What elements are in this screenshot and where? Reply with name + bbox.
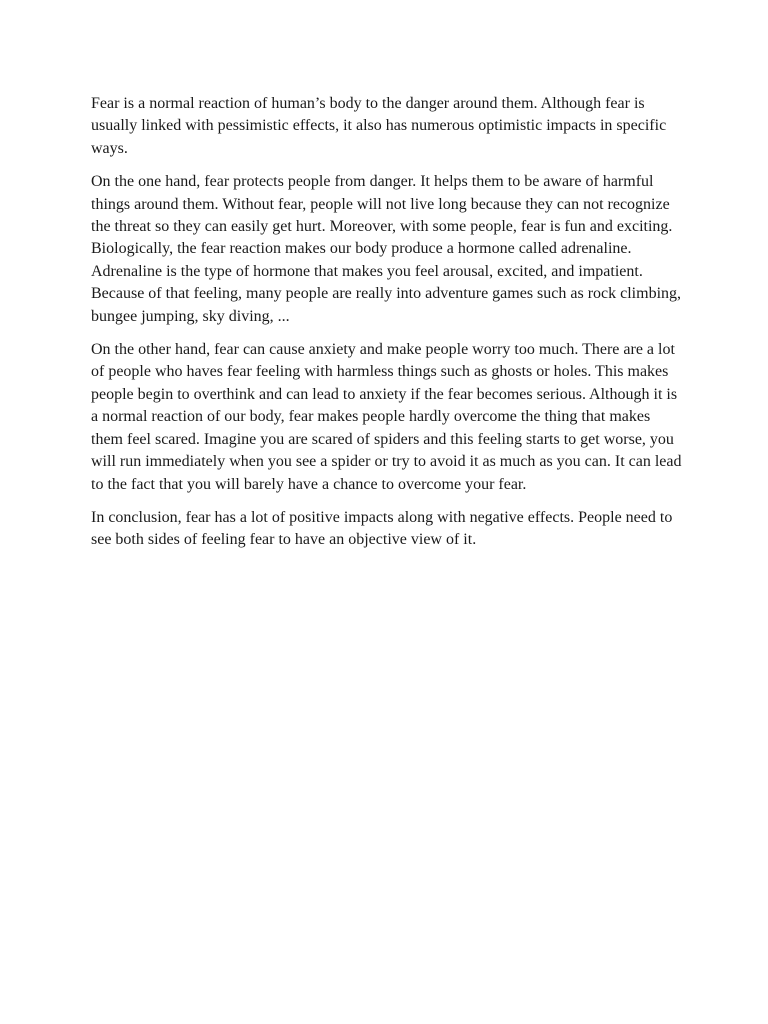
paragraph-conclusion: In conclusion, fear has a lot of positive impacts along with negative effects. People need to see both sides of feeling fear to have an objective view of it. xyxy=(91,508,673,549)
document-body xyxy=(91,93,684,563)
paragraph-negative-effects: On the other hand, fear can cause anxiety and make people worry too much. There are a lot of people who haves fear feeling with harmless things such as ghosts or holes. This makes people begin to overthink and can lead to anxiety if the fear becomes serious. Although it is a normal reaction of our body, fear makes people hardly overcome the thing that makes them feel scared. Imagine you are scared of spiders and this feeling starts to get worse, you will run immediately when you see a spider or try to avoid it as much as you can. It can lead to the fact that you will barely have a chance to overcome your fear. xyxy=(91,341,682,493)
paragraph-introduction: Fear is a normal reaction of human’s body to the danger around them. Although fear is usually linked with pessimistic effects, it also has numerous optimistic impacts in specific ways. xyxy=(91,95,667,157)
paragraph-positive-effects: On the one hand, fear protects people from danger. It helps them to be aware of harmful things around them. Without fear, people will not live long because they can not recognize the threat so they can easily get hurt. Moreover, with some people, fear is fun and exciting. Biologically, the fear reaction makes our body produce a hormone called adrenaline. Adrenaline is the type of hormone that makes you feel arousal, excited, and impatient. Because of that feeling, many people are really into adventure games such as rock climbing, bungee jumping, sky diving, ... xyxy=(91,173,682,325)
